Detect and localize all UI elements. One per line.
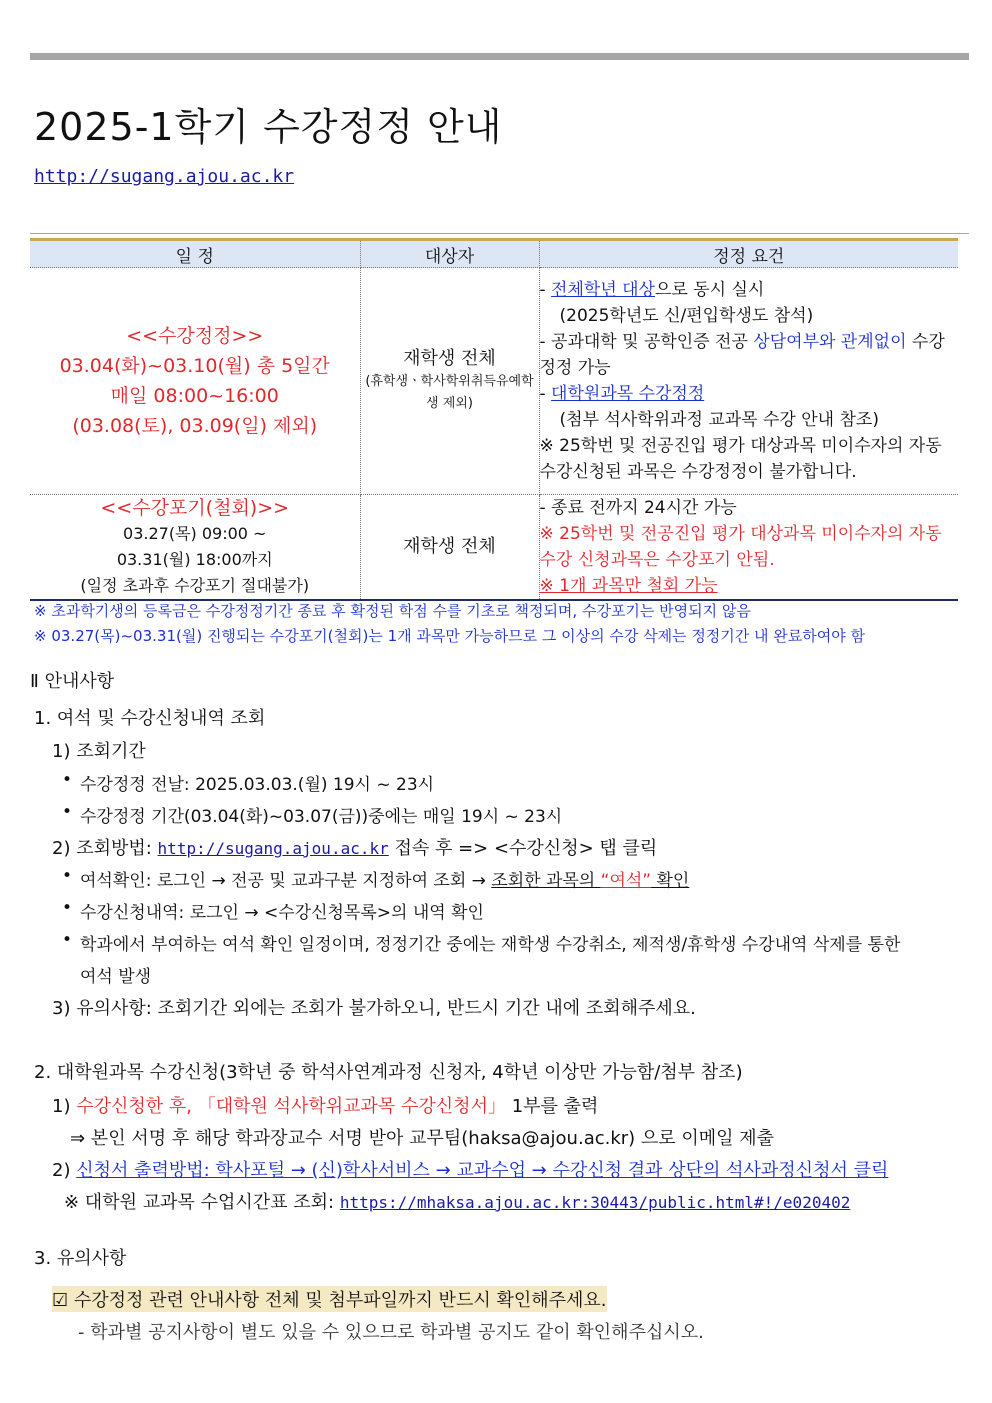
s1-bullet-schedule-cont: 여석 발생 xyxy=(80,967,152,987)
s3-check-all: ☑ 수강정정 관련 안내사항 전체 및 첨부파일까지 반드시 확인해주세요. xyxy=(52,1286,607,1312)
req-regardless: 상담여부와 관계없이 xyxy=(753,332,907,352)
withdrawal-target-cell xyxy=(360,495,539,601)
section3-title: 3. 유의사항 xyxy=(34,1248,127,1269)
correction-exclusion: (03.08(토), 03.09(일) 제외) xyxy=(72,415,318,437)
note-withdrawal: ※ 03.27(목)~03.31(월) 진행되는 수강포기(철회)는 1개 과목만 가능하므로 그 이상의 수강 삭제는 정정기간 내 완료하여야 함 xyxy=(34,627,866,645)
s1-bullet-history: • 수강신청내역: 로그인 → <수강신청목록>의 내역 확인 xyxy=(80,898,484,923)
s1-method-link[interactable]: http://sugang.ajou.ac.kr xyxy=(157,839,389,858)
schedule-table xyxy=(30,238,958,601)
withdrawal-heading: <<수강포기(철회)>> xyxy=(100,497,290,519)
header-rule xyxy=(30,233,969,234)
seat-check-b: 조회한 과목의 xyxy=(491,871,601,891)
s1-method xyxy=(52,834,657,860)
withdrawal-start: 03.27(목) 09:00 ~ xyxy=(123,524,267,543)
withdrawal-req-2: ※ 25학번 및 전공진입 평가 대상과목 미이수자의 자동수강 신청과목은 수강포기 안됨. xyxy=(539,524,942,570)
withdrawal-end: 03.31(월) 18:00까지 xyxy=(116,550,273,569)
req-line-1b: (2025학년도 신/편입학생도 참석) xyxy=(559,306,814,326)
s1-bullet-period: • 수강정정 기간(03.04(화)~03.07(금))중에는 매일 19시 ~ 23시 xyxy=(80,802,562,827)
withdrawal-req-3: ※ 1개 과목만 철회 가능 xyxy=(539,576,718,596)
correction-hours: 매일 08:00~16:00 xyxy=(110,385,279,407)
section1-title: 1. 여석 및 수강신청내역 조회 xyxy=(34,708,266,729)
correction-schedule-cell xyxy=(30,268,360,495)
withdrawal-schedule-cell xyxy=(30,495,360,601)
correction-requirements-cell xyxy=(539,268,958,495)
withdrawal-req-1: - 종료 전까지 24시간 가능 xyxy=(539,498,737,518)
s2-step1-submit: ⇒ 본인 서명 후 해당 학과장교수 서명 받아 교무팀(haksa@ajou.ac.kr) 으로 이메일 제출 xyxy=(70,1128,775,1149)
note-tuition: ※ 초과학기생의 등록금은 수강정정기간 종료 후 확정된 학점 수를 기초로 책정되며, 수강포기는 반영되지 않음 xyxy=(34,602,751,620)
s1-bullet-seat-check xyxy=(80,866,689,891)
seat-check-a: 여석확인: 로그인 → 전공 및 교과구분 지정하여 조회 → xyxy=(80,871,492,891)
seat-check-c: “여석” xyxy=(600,871,652,891)
req-grad-course: 대학원과목 수강정정 xyxy=(551,384,705,404)
req-line-3b: (첨부 석사학위과정 교과목 수강 안내 참조) xyxy=(559,410,879,430)
s2-step1-num: 1) xyxy=(52,1096,77,1117)
req-possible: 수강정정 가능 xyxy=(539,332,945,378)
col-header-requirements: 정정 요건 xyxy=(539,240,958,268)
s3-dept-notice: - 학과별 공지사항이 별도 있을 수 있으므로 학과별 공지도 같이 확인해주십시오. xyxy=(78,1322,704,1343)
s2-step2 xyxy=(52,1156,888,1182)
s2-timetable xyxy=(64,1188,850,1214)
correction-target-note: (휴학생ㆍ학사학위취득유예학생 제외) xyxy=(365,374,534,411)
s2-step1-print: 1부를 출력 xyxy=(505,1096,599,1117)
s2-step2-num: 2) xyxy=(52,1160,77,1181)
req-line-2 xyxy=(540,329,959,381)
s1-period-title: 1) 조회기간 xyxy=(52,741,146,762)
req-line-1: - 전체학년 대상으로 동시 실시 xyxy=(539,280,765,300)
req-engineering: - 공과대학 및 공학인증 전공 xyxy=(539,332,754,352)
s1-method-rest: 접속 후 => <수강신청> 탭 클릭 xyxy=(388,838,658,859)
table-header-row xyxy=(30,240,958,268)
s1-caution: 3) 유의사항: 조회기간 외에는 조회가 불가하오니, 반드시 기간 내에 조회해주세요. xyxy=(52,998,696,1019)
s2-step2-method: 신청서 출력방법: 학사포털 → (신)학사서비스 → 교과수업 → 수강신청 결과 상단의 석사과정신청서 클릭 xyxy=(76,1160,889,1181)
col-header-target: 대상자 xyxy=(360,240,539,268)
col-header-schedule: 일 정 xyxy=(30,240,360,268)
req-all-grades: 전체학년 대상 xyxy=(551,280,655,300)
correction-heading: <<수강정정>> xyxy=(126,325,264,347)
req-simultaneous: 으로 동시 실시 xyxy=(654,280,765,300)
s1-method-label: 2) 조회방법: xyxy=(52,838,158,859)
sugang-link[interactable]: http://sugang.ajou.ac.kr xyxy=(34,166,295,187)
correction-period: 03.04(화)~03.10(월) 총 5일간 xyxy=(59,355,330,377)
s2-timetable-link[interactable]: https://mhaksa.ajou.ac.kr:30443/public.html#!/e020402 xyxy=(339,1193,851,1212)
table-row-withdrawal xyxy=(30,495,958,601)
seat-check-d: 확인 xyxy=(651,871,690,891)
withdrawal-requirements-cell xyxy=(539,495,958,601)
s2-step1 xyxy=(52,1092,598,1118)
withdrawal-target: 재학생 전체 xyxy=(403,536,496,557)
correction-target-cell xyxy=(360,268,539,495)
top-divider-bar xyxy=(30,53,969,60)
req-line-4: ※ 25학번 및 전공진입 평가 대상과목 미이수자의 자동수강신청된 과목은 수강정정이 불가합니다. xyxy=(539,436,942,482)
table-row-correction xyxy=(30,268,958,495)
guide-heading: Ⅱ 안내사항 xyxy=(30,671,115,692)
s1-bullet-day-before: • 수강정정 전날: 2025.03.03.(월) 19시 ~ 23시 xyxy=(80,770,434,795)
correction-target: 재학생 전체 xyxy=(403,348,496,369)
withdrawal-warning: (일정 초과후 수강포기 절대불가) xyxy=(80,576,310,595)
s2-step1-form: 수강신청한 후, 「대학원 석사학위교과목 수강신청서」 xyxy=(76,1096,506,1117)
section2-title: 2. 대학원과목 수강신청(3학년 중 학석사연계과정 신청자, 4학년 이상만 가능함/첨부 참조) xyxy=(34,1062,743,1083)
s2-timetable-label: ※ 대학원 교과목 수업시간표 조회: xyxy=(64,1192,340,1213)
req-line-3: - 대학원과목 수강정정 xyxy=(539,384,705,404)
page-title: 2025-1학기 수강정정 안내 xyxy=(34,105,503,149)
s1-bullet-schedule: • 학과에서 부여하는 여석 확인 일정이며, 정정기간 중에는 재학생 수강취소, 제적생/휴학생 수강내역 삭제를 통한 xyxy=(80,930,900,955)
